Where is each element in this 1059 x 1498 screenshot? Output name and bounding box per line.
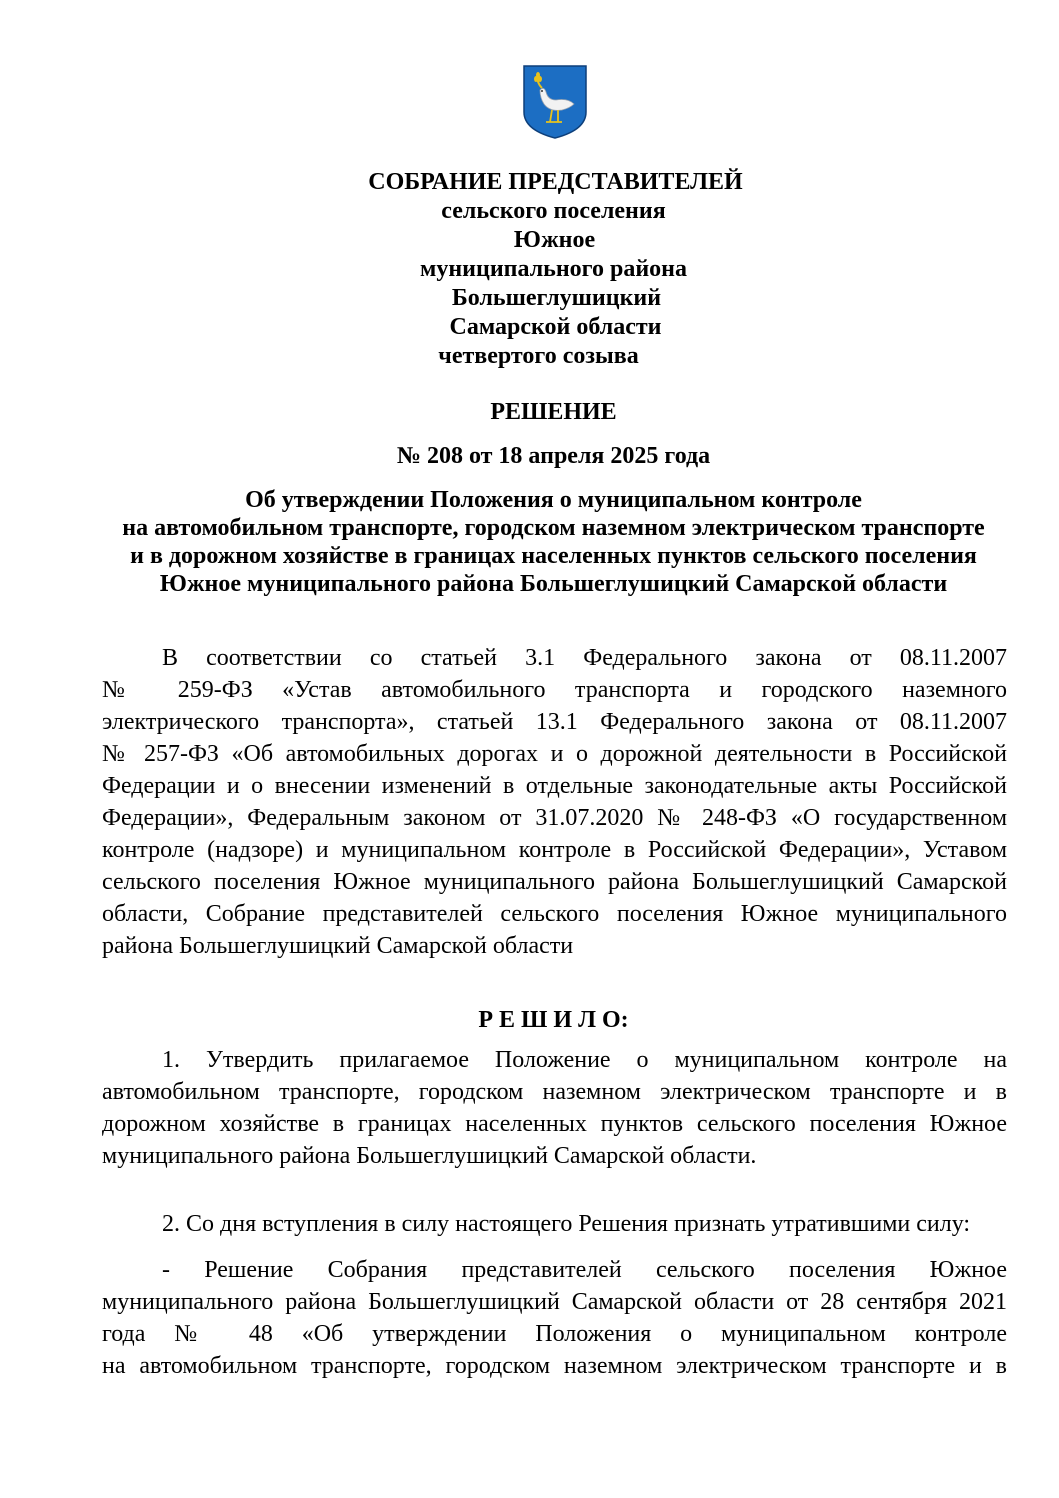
item-1-paragraph (102, 1044, 1007, 1172)
header-line: СОБРАНИЕ ПРЕДСТАВИТЕЛЕЙ (368, 169, 743, 195)
preamble-line: № 259-ФЗ «Устав автомобильного транспорта и городского наземного (102, 677, 1007, 703)
subitem-line: муниципального района Большеглушицкий Самарской области от 28 сентября 2021 (102, 1289, 1007, 1315)
subject-line: и в дорожном хозяйстве в границах населенных пунктов сельского поселения (130, 543, 977, 569)
header-line: Большеглушицкий (451, 285, 662, 311)
header-line: четвертого созыва (438, 343, 639, 369)
preamble-line: контроле (надзоре) и муниципальном контроле в Российской Федерации», Уставом (102, 837, 1007, 863)
preamble-line: района Большеглушицкий Самарской области (102, 933, 574, 959)
item-1-line: автомобильном транспорте, городском наземном электрическом транспорте и в (102, 1079, 1007, 1105)
issuer-header (100, 168, 1007, 371)
preamble-line: № 257-ФЗ «Об автомобильных дорогах и о дорожной деятельности в Российской (102, 741, 1007, 767)
header-line: Самарской области (449, 314, 662, 340)
item-1-line: 1. Утвердить прилагаемое Положение о муниципальном контроле на (162, 1047, 1007, 1073)
item-1-line: дорожном хозяйстве в границах населенных пунктов сельского поселения Южное (102, 1111, 1007, 1137)
header-line: Южное (513, 227, 596, 253)
item-2-paragraph (102, 1208, 1007, 1240)
preamble-line: В соответствии со статьей 3.1 Федерального закона от 08.11.2007 (162, 645, 1007, 671)
item-2-subitem-paragraph (102, 1254, 1007, 1382)
subitem-line: на автомобильном транспорте, городском наземном электрическом транспорте и в (102, 1353, 1007, 1379)
resolved-heading: Р Е Ш И Л О: (478, 1007, 629, 1033)
decision-number: № 208 от 18 апреля 2025 года (396, 443, 711, 469)
preamble-line: Федерации», Федеральным законом от 31.07.2020 № 248-ФЗ «О государственном (102, 805, 1007, 831)
item-2-line: 2. Со дня вступления в силу настоящего Решения признать утратившими силу: (162, 1211, 971, 1237)
preamble-line: электрического транспорта», статьей 13.1 Федерального закона от 08.11.2007 (102, 709, 1007, 735)
subject-line: Об утверждении Положения о муниципальном контроле (245, 487, 862, 513)
decision-subject (100, 486, 1007, 598)
subject-line: Южное муниципального района Большеглушицкий Самарской области (159, 571, 948, 597)
header-line: муниципального района (420, 256, 687, 282)
preamble-line: сельского поселения Южное муниципального района Большеглушицкий Самарской (102, 869, 1007, 895)
subitem-line: - Решение Собрания представителей сельского поселения Южное (162, 1257, 1007, 1283)
header-line: сельского поселения (441, 198, 666, 224)
preamble-line: Федерации и о внесении изменений в отдельные законодательные акты Российской (102, 773, 1007, 799)
coat-of-arms-icon (522, 64, 588, 140)
item-1-line: муниципального района Большеглушицкий Самарской области. (102, 1143, 757, 1169)
preamble-line: области, Собрание представителей сельского поселения Южное муниципального (102, 901, 1007, 927)
subject-line: на автомобильном транспорте, городском наземном электрическом транспорте (122, 515, 985, 541)
subitem-line: года № 48 «Об утверждении Положения о муниципальном контроле (102, 1321, 1007, 1347)
preamble-paragraph (102, 642, 1007, 962)
decision-title: РЕШЕНИЕ (490, 399, 617, 425)
